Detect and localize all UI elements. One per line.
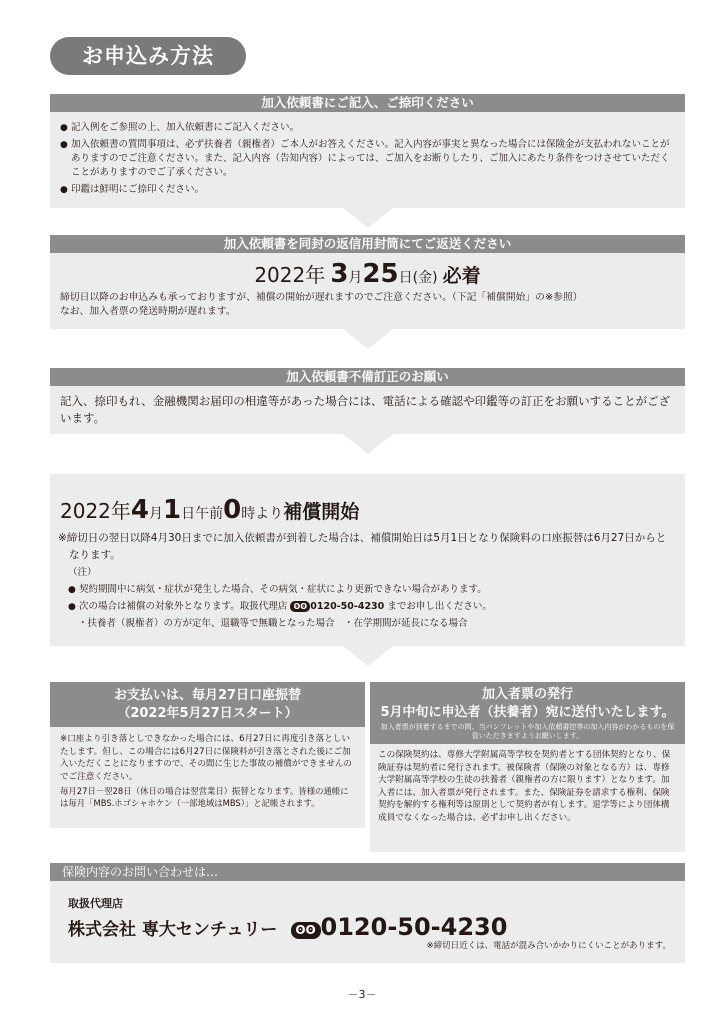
agency-line xyxy=(50,911,685,941)
contact-box xyxy=(50,881,685,963)
step2-box xyxy=(50,253,685,329)
coverage-start: 2022年4月1日午前0時より補償開始 xyxy=(60,495,360,525)
deadline: 2022年 3月25日(金) 必着 xyxy=(254,259,481,289)
payment-note: ※口座より引き落としできなかった場合には、6月27日に再度引き落としいたします。但し、この場合には6月27日に保険料が引き落とされた後にご加入いただくことになりますので、その間に生じた事故の補償ができませんのでご注意ください。 xyxy=(60,734,353,782)
step3-heading: 加入依頼書不備訂正のお願い xyxy=(50,368,685,386)
coverage-note-head: （注） xyxy=(68,567,97,578)
page-title: お申込み方法 xyxy=(50,37,246,75)
ticket-heading: 加入者票の発行 5月中旬に申込者（扶養者）宛に送付いたします。 加入者票が到着するまでの間、当パンフレットや加入依頼書控等の加入内容がわかるものを保管いただきますようお願いします。 xyxy=(370,682,685,744)
contact-tel: 0120-50-4230 xyxy=(320,913,508,941)
step2-note: 締切日以降のお申込みも承っておりますが、補償の開始が遅れますのでご注意ください。（下記「補償開始」の※参照） なお、加入者票の発送時期が遅れます。 xyxy=(60,292,583,317)
list-item: ● 印鑑は鮮明にご捺印ください。 xyxy=(60,183,671,197)
page-number: －3－ xyxy=(347,988,377,1001)
contact-note: ※締切日近くは、電話が混み合いかかりにくいことがあります。 xyxy=(426,941,671,951)
flow-arrow xyxy=(343,329,393,349)
flow-arrow xyxy=(343,646,393,666)
flow-arrow xyxy=(343,208,393,228)
coverage-box xyxy=(50,474,685,646)
flow-arrow xyxy=(343,434,393,454)
ticket-box xyxy=(370,682,685,852)
step1-list xyxy=(50,112,685,197)
coverage-sub-items: ・扶養者（親権者）の方が定年、退職等で無職となった場合 ・在学期間が延長になる場合 xyxy=(78,618,468,629)
free-dial-icon: ʘʘ xyxy=(290,601,310,612)
ticket-body: この保険契約は、専修大学附属高等学校を契約者とする団体契約となり、保険証券は契約者に発行されます。被保険者（保険の対象となる方）は、専修大学附属高等学校の生徒の扶養者（親権者の方に限ります）となります。加入者には、加入者票が発行されます。また、保険証券を請求する権利、保険契約を解約する権利等は原則として契約者が有します。退学等により団体構成員でなくなった場合は、必ずお申し出ください。 xyxy=(378,750,671,823)
payment-note2: 毎月27日－翌28日（休日の場合は翌営業日）振替となります。皆様の通帳には毎月「MBS.ホゴシャホケン（一部地域はMBS）」と記帳されます。 xyxy=(60,786,349,808)
contact-heading: 保険内容のお問い合わせは… xyxy=(50,863,685,881)
agency-label: 取扱代理店 xyxy=(68,897,123,910)
ticket-small-note: 加入者票が到着するまでの間、当パンフレットや加入依頼書控等の加入内容がわかるものを保管いただきますようお願いします。 xyxy=(380,723,675,740)
step2-heading: 加入依頼書を同封の返信用封筒にてご返送ください xyxy=(50,235,685,253)
payment-heading: お支払いは、毎月27日口座振替 （2022年5月27日スタート） xyxy=(50,682,365,727)
list-item: ● 加入依頼書の質問事項は、必ず扶養者（親権者）ご本人がお答えください。記入内容が事実と異なった場合には保険金が支払われないことがありますのでご注意ください。また、記入内容（告知内容）によっては、ご加入をお断りしたり、ご加入にあたり条件をつけさせていただくことがありますのでご了承ください。 xyxy=(60,138,671,180)
step1-box xyxy=(50,112,685,208)
step3-body: 記入、捺印もれ、金融機関お届印の相違等があった場合には、電話による確認や印鑑等の訂正をお願いすることがございます。 xyxy=(60,394,671,425)
payment-box xyxy=(50,682,365,828)
list-item: ● 次の場合は補償の対象外となります。取扱代理店 ʘʘ 0120-50-4230 までお申し出ください。 xyxy=(68,600,675,614)
coverage-note: ※締切日の翌日以降4月30日までに加入依頼書が到着した場合は、補償開始日は5月1日となり保険料の口座振替は6月27日からとなります。 xyxy=(58,532,667,561)
free-dial-icon: ʘʘ xyxy=(291,922,321,939)
coverage-list xyxy=(50,580,685,614)
list-item: ● 記入例をご参照の上、加入依頼書にご記入ください。 xyxy=(60,121,671,135)
company-name: 株式会社 専大センチュリー xyxy=(68,920,278,940)
step3-box xyxy=(50,386,685,434)
step1-heading: 加入依頼書にご記入、ご捺印ください xyxy=(50,94,685,112)
list-item: ● 契約期間中に病気・症状が発生した場合、その病気・症状により更新できない場合があります。 xyxy=(68,583,675,597)
